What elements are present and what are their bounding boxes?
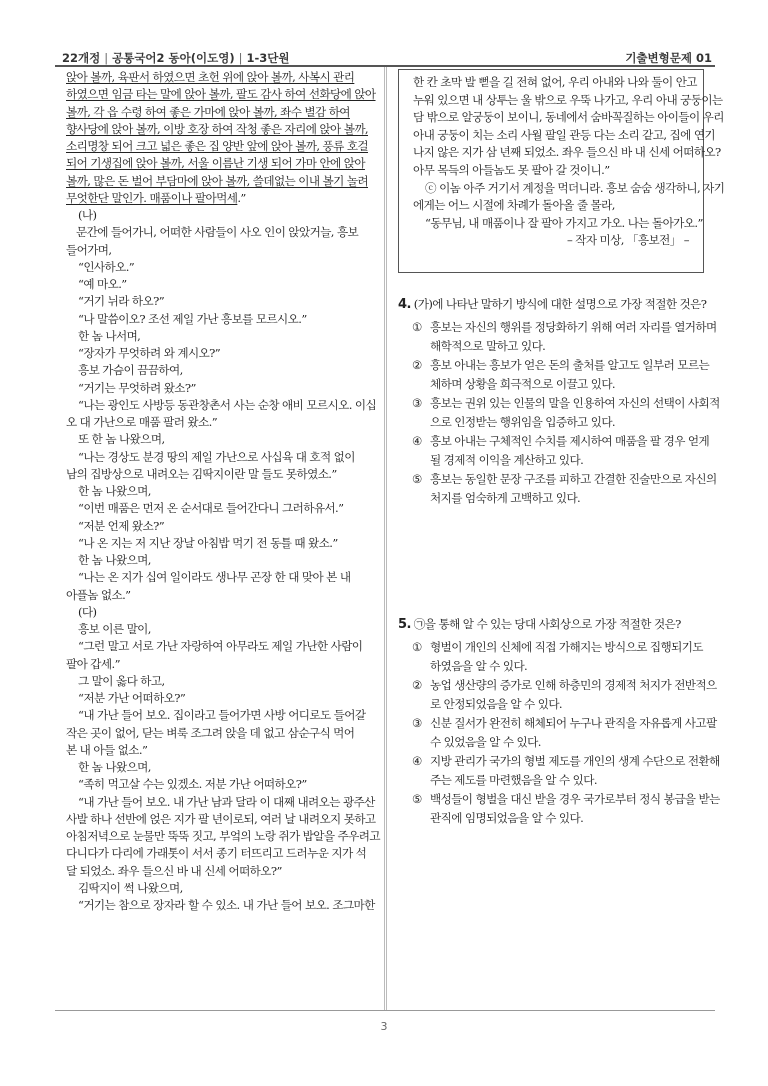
answer-option[interactable] — [398, 356, 714, 394]
answer-option[interactable] — [398, 638, 714, 676]
page-number: 3 — [380, 1020, 388, 1033]
option-text: 주는 제도를 마련했음을 알 수 있다. — [430, 773, 597, 787]
header-title: 기출변형문제 01 — [625, 51, 712, 65]
option-text: 흥보 아내는 구체적인 수치를 제시하여 매품을 팔 경우 얻게 — [430, 434, 710, 448]
option-number: ③ — [412, 716, 422, 730]
option-text: 농업 생산량의 증가로 인해 하층민의 경제적 처지가 전반적으 — [430, 678, 717, 692]
text-line: “저분 가난 어떠하오?” — [78, 691, 186, 705]
text-line: 한 칸 초막 발 뻗을 길 전혀 없어, 우리 아내와 나와 둘이 안고 — [413, 75, 697, 89]
text-line: 한 놈 나서며, — [78, 328, 141, 343]
passage-left-column — [66, 69, 380, 914]
answer-option[interactable] — [398, 676, 717, 714]
passage-box-text — [413, 74, 725, 250]
text-line: 그 말이 옳다 하고, — [78, 673, 165, 688]
text-line: “장자가 무엇하려 와 계시오?” — [78, 346, 221, 360]
page-header — [62, 8, 712, 65]
answer-option[interactable] — [398, 790, 720, 828]
option-number: ⑤ — [412, 472, 422, 486]
text-line: “내 가난 들어 보오. 내 가난 남과 달라 이 대째 내려오는 광주산 — [78, 794, 375, 809]
text-line: “내 가난 들어 보오. 집이라고 들어가면 사방 어디로도 들어갈 — [78, 708, 366, 723]
text-line: 흥보 가슴이 끔끔하여, — [78, 363, 183, 378]
option-text: 로 안정되었음을 알 수 있다. — [430, 697, 563, 711]
question-number: 4. — [398, 297, 411, 312]
option-number: ④ — [412, 754, 422, 768]
text-line: “나는 광인도 사방등 동관창촌서 사는 순창 애비 모르시오. 이십 — [78, 397, 377, 412]
text-line: 소리명창 되어 크고 넓은 좋은 집 양반 앞에 앉아 볼까, 풍류 호걸 — [66, 139, 369, 153]
answer-option[interactable] — [398, 752, 720, 790]
passage-box — [398, 69, 725, 273]
text-line: 아무 목득의 아들놈도 못 팔아 갈 것이니.” — [413, 162, 610, 177]
text-line: 볼까, 많은 돈 벌어 부담마에 앉아 볼까, 쓸데없는 이내 볼기 놀려 — [66, 173, 369, 188]
text-line: 나지 않은 지가 삼 년째 되었소. 좌우 들으신 바 내 신세 어떠하오? — [413, 145, 721, 160]
underlined-text: 무엇한단 말인가. 매품이나 팔아먹세 — [66, 190, 238, 205]
header-subject: 공통국어2 동아(이도영) — [112, 51, 235, 65]
question-5 — [398, 614, 720, 828]
option-text: 백성들이 형벌을 대신 받을 경우 국가로부터 정식 봉급을 받는 — [430, 792, 720, 806]
option-text: 흥보는 동일한 문장 구조를 피하고 간결한 진술만으로 자신의 — [430, 472, 717, 486]
option-text: 형벌이 개인의 신체에 직접 가해지는 방식으로 집행되기도 — [430, 640, 703, 654]
text-line: “나 온 지는 저 지난 장날 아침밥 먹기 전 동틀 때 왔소.” — [78, 535, 338, 550]
answer-option[interactable] — [398, 318, 717, 356]
text-line: “나는 경상도 분경 땅의 제일 가난으로 사십육 대 호적 없이 — [78, 449, 355, 464]
text-line: 한 놈 나왔으며, — [78, 760, 151, 774]
header-series: 22개정 — [62, 51, 101, 65]
text-line: “거기는 무엇하려 왔소?” — [78, 380, 196, 395]
option-text: 지방 관리가 국가의 형벌 제도를 개인의 생계 수단으로 전환해 — [430, 754, 720, 768]
text-line: 앉아 볼까, 육판서 하였으면 초헌 위에 앉아 볼까, 사복시 관리 — [66, 70, 355, 84]
option-text: 흥보는 권위 있는 인물의 말을 인용하여 자신의 선택이 사회적 — [430, 396, 720, 410]
text-line: “저분 언제 왔소?” — [78, 518, 165, 533]
text-line: 흥보 이른 말이, — [78, 622, 151, 636]
text-line: 작은 곳이 없어, 닫는 벼룩 조그려 앉을 데 없고 삼순구식 먹어 — [66, 725, 355, 740]
header-separator: | — [104, 51, 109, 65]
header-separator: | — [238, 51, 243, 65]
header-info — [62, 50, 289, 66]
option-text: 해학적으로 말하고 있다. — [430, 339, 546, 353]
text-line: (나) — [78, 208, 97, 222]
text-line — [66, 190, 372, 207]
text-line: 본 내 아들 없소.” — [66, 742, 148, 757]
footer-rule — [55, 1010, 715, 1011]
answer-option[interactable] — [398, 394, 720, 432]
question-number: 5. — [398, 617, 411, 632]
question-prompt: (가)에 나타난 말하기 방식에 대한 설명으로 가장 적절한 것은? — [413, 297, 707, 311]
text-line: 되어 기생집에 앉아 볼까, 서울 이름난 기생 되어 가마 안에 앉아 — [66, 156, 365, 171]
text-line: 달 되었소. 좌우 들으신 바 내 신세 어떠하오?” — [66, 863, 282, 878]
text-line: “거기 뉘라 하오?” — [78, 294, 165, 309]
text-rest: .” — [237, 190, 246, 205]
header-unit: 1-3단원 — [246, 51, 290, 65]
text-line: “동무님, 내 매품이나 잘 팔아 가지고 가오. 나는 돌아가오.” — [425, 215, 703, 230]
option-number: ② — [412, 678, 422, 692]
option-number: ⑤ — [412, 792, 422, 806]
option-text: 관직에 임명되었음을 알 수 있다. — [430, 811, 584, 825]
column-divider — [386, 67, 387, 1010]
text-line: 향사당에 앉아 볼까, 이방 호장 하여 작청 좋은 자리에 앉아 볼까, — [66, 121, 369, 136]
text-line: “나는 온 지가 십여 일이라도 생나무 곤장 한 대 맞아 본 내 — [78, 570, 351, 585]
option-number: ④ — [412, 434, 422, 448]
option-text: 으로 인정받는 행위임을 입증하고 있다. — [430, 415, 616, 429]
text-line: ⓒ 이놈 아주 거기서 계정을 먹더니라. 흥보 숨숨 생각하니, 자기 — [425, 180, 725, 195]
text-line: “인사하오.” — [78, 259, 135, 274]
question-prompt: ㉠을 통해 알 수 있는 당대 사회상으로 가장 적절한 것은? — [413, 617, 681, 631]
option-text: 신분 질서가 완전히 해체되어 누구나 관직을 자유롭게 사고팔 — [430, 716, 717, 730]
text-line: 다니다가 다리에 가래톳이 서서 종기 터뜨리고 드러누운 지가 석 — [66, 846, 367, 861]
text-line: 한 놈 나왔으며, — [78, 553, 151, 567]
text-line: 하였으면 임금 타는 말에 앉아 볼까, 팔도 감사 하여 선화당에 앉아 — [66, 87, 376, 102]
text-line: 또 한 놈 나왔으며, — [78, 432, 165, 447]
option-number: ② — [412, 358, 422, 372]
text-line: 김딱지이 썩 나왔으며, — [78, 880, 183, 895]
text-line: 오 대 가난으로 매품 팔러 왔소.” — [66, 415, 218, 429]
option-text: 수 있었음을 알 수 있다. — [430, 735, 541, 749]
text-line: 남의 집방상으로 내려오는 김딱지이란 말 들도 못하였소.” — [66, 466, 337, 481]
question-title — [398, 614, 714, 635]
text-line: 사발 하나 선반에 얹은 지가 팔 년이로되, 여러 날 내려오지 못하고 — [66, 811, 376, 826]
text-line: 아내 궁둥이 치는 소리 사월 팔일 관등 다는 소리 같고, 집에 연기 — [413, 127, 716, 142]
option-number: ③ — [412, 396, 422, 410]
source-citation: – 작자 미상, 「흥보전」 – — [566, 233, 689, 248]
text-line: 볼까, 각 읍 수령 하여 좋은 가마에 앉아 볼까, 좌수 별감 하여 — [66, 104, 350, 119]
option-text: 처지를 엄숙하게 고백하고 있다. — [430, 491, 581, 505]
text-line: 누워 있으면 내 상투는 울 밖으로 우뚝 나가고, 우리 아내 궁둥이는 — [413, 92, 723, 107]
question-4 — [398, 294, 720, 508]
text-line: 에게는 어느 시절에 차례가 돌아올 줄 몰라, — [413, 198, 615, 213]
text-line: “그런 말고 서로 가난 자랑하여 아무라도 제일 가난한 사람이 — [78, 639, 363, 654]
text-line: 담 밖으로 알궁둥이 보이니, 동네에서 숨바꼭질하는 아이들이 우리 — [413, 110, 724, 125]
answer-option[interactable] — [398, 714, 717, 752]
text-line: “나 말씀이오? 조선 제일 가난 흥보를 모르시오.” — [78, 311, 307, 326]
text-line: (다) — [78, 604, 97, 619]
answer-option[interactable] — [398, 432, 714, 470]
text-line: 아플놈 없소.” — [66, 587, 131, 602]
option-text: 체하며 상황을 희극적으로 이끌고 있다. — [430, 377, 616, 391]
text-line: “예 마오.” — [78, 277, 127, 291]
option-number: ① — [412, 640, 422, 654]
text-line: 아침저녁으로 눈물만 뚝뚝 짓고, 부엌의 노랑 쥐가 밥알을 주우려고 — [66, 829, 380, 843]
text-line: 한 놈 나왔으며, — [78, 484, 151, 498]
text-line: “거기는 참으로 장자라 할 수 있소. 내 가난 들어 보오. 조그마한 — [78, 898, 375, 912]
question-title — [398, 294, 714, 315]
option-text: 하였음을 알 수 있다. — [430, 659, 528, 673]
text-line: “이번 매품은 먼저 온 순서대로 들어간다니 그러하유서.” — [78, 501, 344, 516]
column-divider — [384, 67, 385, 1010]
option-text: 흥보는 자신의 행위를 정당화하기 위해 여러 자리를 열거하며 — [430, 320, 717, 334]
answer-option[interactable] — [398, 470, 717, 508]
option-text: 될 경제적 이익을 계산하고 있다. — [430, 453, 584, 467]
header-rule — [55, 65, 715, 67]
text-line: 팔아 갑세.” — [66, 656, 120, 671]
text-line: 문간에 들어가니, 어떠한 사람들이 사오 인이 앉았거늘, 흥보 — [76, 225, 359, 240]
option-number: ① — [412, 320, 422, 334]
text-line: 들어가며, — [66, 242, 112, 257]
option-text: 흥보 아내는 흥보가 얻은 돈의 출처를 알고도 일부러 모르는 — [430, 358, 710, 372]
text-line: “족히 먹고살 수는 있겠소. 저분 가난 어떠하오?” — [78, 777, 307, 792]
